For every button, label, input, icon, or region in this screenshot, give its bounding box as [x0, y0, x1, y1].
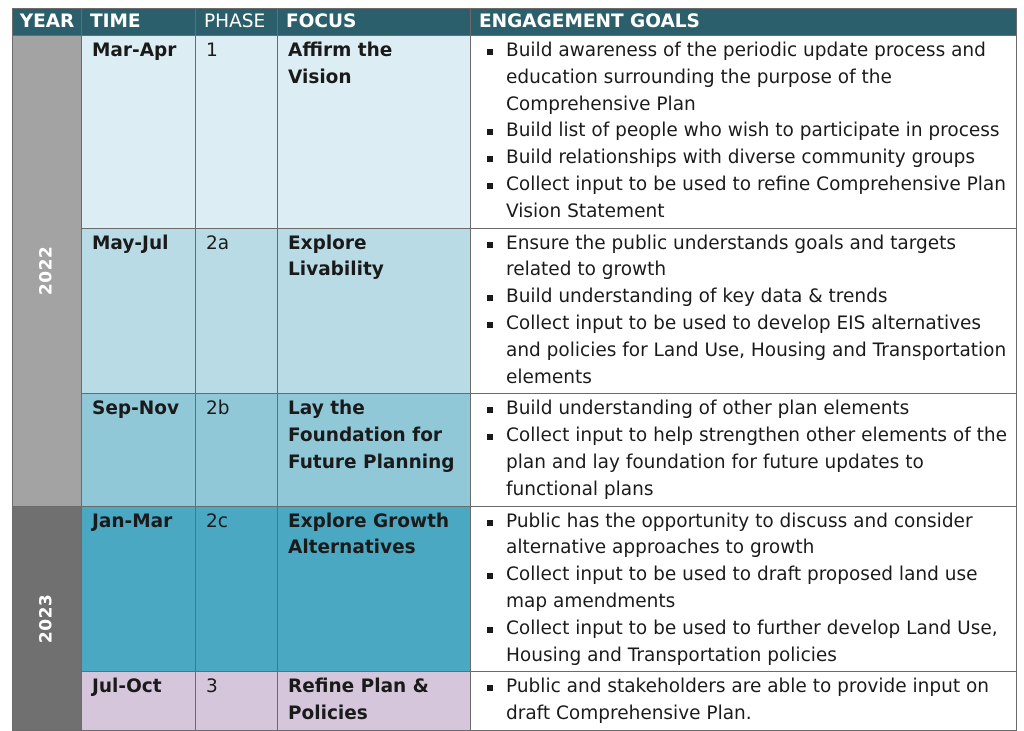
header-time: TIME: [82, 9, 196, 36]
goal-item: Public and stakeholders are able to provide input on draft Comprehensive Plan.: [485, 674, 1010, 728]
goals-list: [485, 509, 1010, 670]
header-focus: FOCUS: [278, 9, 471, 36]
table-row: [13, 394, 1017, 506]
goal-item: Collect input to be used to draft proposed land use map amendments: [485, 562, 1010, 616]
phase-cell: 2b: [196, 394, 278, 506]
focus-cell: Affirm the Vision: [278, 36, 471, 229]
year-label: 2022: [36, 246, 57, 296]
table-row: [13, 36, 1017, 229]
goals-cell: [471, 394, 1017, 506]
goals-list: [485, 396, 1010, 503]
focus-cell: Explore Livability: [278, 228, 471, 394]
time-cell: Sep-Nov: [82, 394, 196, 506]
goal-item: Build relationships with diverse community groups: [485, 145, 1010, 172]
phase-cell: 2a: [196, 228, 278, 394]
goal-item: Build awareness of the periodic update process and education surrounding the purpose of the Comprehensive Plan: [485, 38, 1010, 118]
phase-cell: 1: [196, 36, 278, 229]
goal-item: Collect input to be used to refine Comprehensive Plan Vision Statement: [485, 172, 1010, 226]
goals-cell: [471, 672, 1017, 731]
goals-cell: [471, 36, 1017, 229]
header-row: [13, 9, 1017, 36]
time-cell: May-Jul: [82, 228, 196, 394]
table-row: [13, 228, 1017, 394]
goals-cell: [471, 506, 1017, 672]
goals-cell: [471, 228, 1017, 394]
goal-item: Public has the opportunity to discuss and consider alternative approaches to growth: [485, 509, 1010, 563]
header-year: YEAR: [13, 9, 82, 36]
time-cell: Jul-Oct: [82, 672, 196, 731]
phase-cell: 2c: [196, 506, 278, 672]
focus-cell: Explore Growth Alternatives: [278, 506, 471, 672]
focus-cell: Lay the Foundation for Future Planning: [278, 394, 471, 506]
engagement-schedule-table: [12, 8, 1017, 731]
goal-item: Build list of people who wish to participate in process: [485, 118, 1010, 145]
goal-item: Build understanding of key data & trends: [485, 284, 1010, 311]
goals-list: [485, 38, 1010, 226]
goal-item: Collect input to be used to develop EIS alternatives and policies for Land Use, Housing and Transportation elements: [485, 311, 1010, 391]
table-row: [13, 672, 1017, 731]
goal-item: Collect input to help strengthen other elements of the plan and lay foundation for future updates to functional plans: [485, 423, 1010, 503]
focus-cell: Refine Plan & Policies: [278, 672, 471, 731]
time-cell: Jan-Mar: [82, 506, 196, 672]
goal-item: Build understanding of other plan elements: [485, 396, 1010, 423]
goals-list: [485, 674, 1010, 728]
table-row: [13, 506, 1017, 672]
time-cell: Mar-Apr: [82, 36, 196, 229]
year-cell-2022: [13, 36, 82, 507]
header-phase: PHASE: [196, 9, 278, 36]
year-cell-2023: [13, 506, 82, 730]
phase-cell: 3: [196, 672, 278, 731]
goal-item: Ensure the public understands goals and targets related to growth: [485, 231, 1010, 285]
header-engagement-goals: ENGAGEMENT GOALS: [471, 9, 1017, 36]
goals-list: [485, 231, 1010, 392]
year-label: 2023: [36, 593, 57, 643]
goal-item: Collect input to be used to further develop Land Use, Housing and Transportation policies: [485, 616, 1010, 670]
